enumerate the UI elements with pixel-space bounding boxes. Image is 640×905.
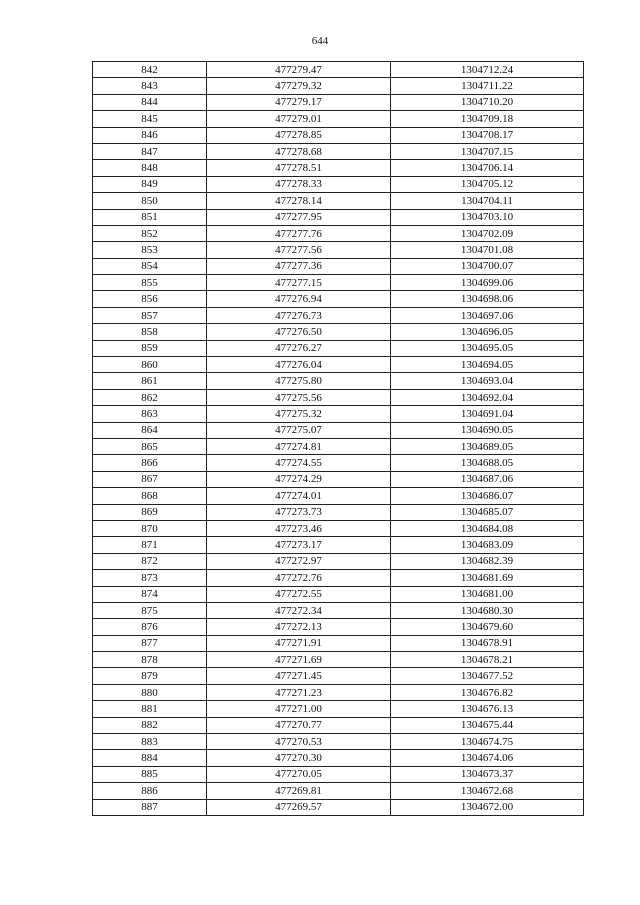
table-row: [93, 373, 584, 389]
y-coordinate-cell: 1304672.68: [391, 783, 584, 799]
point-number-cell: 875: [93, 602, 207, 618]
table-row: [93, 783, 584, 799]
x-coordinate-cell: 477275.07: [207, 422, 391, 438]
y-coordinate-cell: 1304694.05: [391, 357, 584, 373]
x-coordinate-cell: 477278.14: [207, 193, 391, 209]
x-coordinate-cell: 477269.81: [207, 783, 391, 799]
point-number-cell: 876: [93, 619, 207, 635]
table-row: [93, 799, 584, 815]
table-row: [93, 684, 584, 700]
y-coordinate-cell: 1304674.75: [391, 734, 584, 750]
coordinates-table: [92, 61, 584, 816]
y-coordinate-cell: 1304679.60: [391, 619, 584, 635]
x-coordinate-cell: 477274.55: [207, 455, 391, 471]
table-row: [93, 537, 584, 553]
table-row: [93, 455, 584, 471]
y-coordinate-cell: 1304687.06: [391, 471, 584, 487]
x-coordinate-cell: 477276.73: [207, 307, 391, 323]
y-coordinate-cell: 1304702.09: [391, 225, 584, 241]
x-coordinate-cell: 477276.27: [207, 340, 391, 356]
x-coordinate-cell: 477271.91: [207, 635, 391, 651]
y-coordinate-cell: 1304676.82: [391, 684, 584, 700]
table-row: [93, 406, 584, 422]
point-number-cell: 882: [93, 717, 207, 733]
table-row: [93, 340, 584, 356]
point-number-cell: 861: [93, 373, 207, 389]
table-row: [93, 176, 584, 192]
x-coordinate-cell: 477272.34: [207, 602, 391, 618]
x-coordinate-cell: 477275.56: [207, 389, 391, 405]
x-coordinate-cell: 477276.04: [207, 357, 391, 373]
y-coordinate-cell: 1304706.14: [391, 160, 584, 176]
x-coordinate-cell: 477278.33: [207, 176, 391, 192]
x-coordinate-cell: 477279.01: [207, 111, 391, 127]
x-coordinate-cell: 477271.45: [207, 668, 391, 684]
table-row: [93, 111, 584, 127]
table-row: [93, 520, 584, 536]
y-coordinate-cell: 1304707.15: [391, 143, 584, 159]
point-number-cell: 853: [93, 242, 207, 258]
point-number-cell: 880: [93, 684, 207, 700]
point-number-cell: 877: [93, 635, 207, 651]
y-coordinate-cell: 1304678.21: [391, 652, 584, 668]
table-row: [93, 635, 584, 651]
x-coordinate-cell: 477273.73: [207, 504, 391, 520]
point-number-cell: 846: [93, 127, 207, 143]
point-number-cell: 871: [93, 537, 207, 553]
x-coordinate-cell: 477277.15: [207, 275, 391, 291]
x-coordinate-cell: 477278.85: [207, 127, 391, 143]
point-number-cell: 870: [93, 520, 207, 536]
table-row: [93, 291, 584, 307]
x-coordinate-cell: 477279.47: [207, 62, 391, 78]
point-number-cell: 851: [93, 209, 207, 225]
table-row: [93, 652, 584, 668]
table-row: [93, 504, 584, 520]
table-row: [93, 78, 584, 94]
table-row: [93, 488, 584, 504]
point-number-cell: 881: [93, 701, 207, 717]
table-row: [93, 209, 584, 225]
y-coordinate-cell: 1304688.05: [391, 455, 584, 471]
table-row: [93, 242, 584, 258]
x-coordinate-cell: 477274.01: [207, 488, 391, 504]
y-coordinate-cell: 1304709.18: [391, 111, 584, 127]
table-row: [93, 160, 584, 176]
point-number-cell: 852: [93, 225, 207, 241]
x-coordinate-cell: 477271.69: [207, 652, 391, 668]
point-number-cell: 850: [93, 193, 207, 209]
table-row: [93, 586, 584, 602]
table-row: [93, 324, 584, 340]
point-number-cell: 860: [93, 357, 207, 373]
point-number-cell: 869: [93, 504, 207, 520]
point-number-cell: 843: [93, 78, 207, 94]
table-row: [93, 734, 584, 750]
point-number-cell: 845: [93, 111, 207, 127]
table-row: [93, 701, 584, 717]
point-number-cell: 872: [93, 553, 207, 569]
x-coordinate-cell: 477269.57: [207, 799, 391, 815]
y-coordinate-cell: 1304672.00: [391, 799, 584, 815]
y-coordinate-cell: 1304692.04: [391, 389, 584, 405]
x-coordinate-cell: 477277.76: [207, 225, 391, 241]
table-row: [93, 668, 584, 684]
y-coordinate-cell: 1304677.52: [391, 668, 584, 684]
x-coordinate-cell: 477270.77: [207, 717, 391, 733]
x-coordinate-cell: 477272.13: [207, 619, 391, 635]
x-coordinate-cell: 477273.17: [207, 537, 391, 553]
x-coordinate-cell: 477271.00: [207, 701, 391, 717]
point-number-cell: 858: [93, 324, 207, 340]
x-coordinate-cell: 477278.68: [207, 143, 391, 159]
point-number-cell: 868: [93, 488, 207, 504]
y-coordinate-cell: 1304699.06: [391, 275, 584, 291]
point-number-cell: 865: [93, 438, 207, 454]
coordinates-table-body: [93, 62, 584, 816]
y-coordinate-cell: 1304693.04: [391, 373, 584, 389]
x-coordinate-cell: 477275.80: [207, 373, 391, 389]
y-coordinate-cell: 1304691.04: [391, 406, 584, 422]
table-row: [93, 225, 584, 241]
table-row: [93, 750, 584, 766]
point-number-cell: 847: [93, 143, 207, 159]
y-coordinate-cell: 1304710.20: [391, 94, 584, 110]
point-number-cell: 848: [93, 160, 207, 176]
x-coordinate-cell: 477272.76: [207, 570, 391, 586]
y-coordinate-cell: 1304712.24: [391, 62, 584, 78]
y-coordinate-cell: 1304704.11: [391, 193, 584, 209]
point-number-cell: 844: [93, 94, 207, 110]
y-coordinate-cell: 1304696.05: [391, 324, 584, 340]
table-row: [93, 471, 584, 487]
point-number-cell: 878: [93, 652, 207, 668]
table-row: [93, 438, 584, 454]
x-coordinate-cell: 477277.56: [207, 242, 391, 258]
table-row: [93, 127, 584, 143]
point-number-cell: 879: [93, 668, 207, 684]
y-coordinate-cell: 1304682.39: [391, 553, 584, 569]
x-coordinate-cell: 477277.95: [207, 209, 391, 225]
page-number: 644: [311, 35, 329, 47]
table-row: [93, 193, 584, 209]
y-coordinate-cell: 1304684.08: [391, 520, 584, 536]
point-number-cell: 849: [93, 176, 207, 192]
x-coordinate-cell: 477270.53: [207, 734, 391, 750]
point-number-cell: 862: [93, 389, 207, 405]
point-number-cell: 873: [93, 570, 207, 586]
y-coordinate-cell: 1304703.10: [391, 209, 584, 225]
point-number-cell: 854: [93, 258, 207, 274]
table-row: [93, 717, 584, 733]
y-coordinate-cell: 1304683.09: [391, 537, 584, 553]
x-coordinate-cell: 477278.51: [207, 160, 391, 176]
table-row: [93, 422, 584, 438]
y-coordinate-cell: 1304708.17: [391, 127, 584, 143]
y-coordinate-cell: 1304685.07: [391, 504, 584, 520]
table-row: [93, 553, 584, 569]
point-number-cell: 866: [93, 455, 207, 471]
y-coordinate-cell: 1304674.06: [391, 750, 584, 766]
y-coordinate-cell: 1304681.69: [391, 570, 584, 586]
y-coordinate-cell: 1304695.05: [391, 340, 584, 356]
y-coordinate-cell: 1304681.00: [391, 586, 584, 602]
y-coordinate-cell: 1304675.44: [391, 717, 584, 733]
x-coordinate-cell: 477276.94: [207, 291, 391, 307]
y-coordinate-cell: 1304673.37: [391, 766, 584, 782]
table-row: [93, 307, 584, 323]
y-coordinate-cell: 1304676.13: [391, 701, 584, 717]
x-coordinate-cell: 477276.50: [207, 324, 391, 340]
point-number-cell: 884: [93, 750, 207, 766]
x-coordinate-cell: 477274.81: [207, 438, 391, 454]
y-coordinate-cell: 1304705.12: [391, 176, 584, 192]
y-coordinate-cell: 1304700.07: [391, 258, 584, 274]
point-number-cell: 886: [93, 783, 207, 799]
y-coordinate-cell: 1304680.30: [391, 602, 584, 618]
y-coordinate-cell: 1304697.06: [391, 307, 584, 323]
point-number-cell: 887: [93, 799, 207, 815]
x-coordinate-cell: 477273.46: [207, 520, 391, 536]
x-coordinate-cell: 477275.32: [207, 406, 391, 422]
x-coordinate-cell: 477274.29: [207, 471, 391, 487]
y-coordinate-cell: 1304690.05: [391, 422, 584, 438]
table-row: [93, 258, 584, 274]
x-coordinate-cell: 477279.17: [207, 94, 391, 110]
point-number-cell: 842: [93, 62, 207, 78]
table-row: [93, 143, 584, 159]
point-number-cell: 883: [93, 734, 207, 750]
table-row: [93, 275, 584, 291]
x-coordinate-cell: 477270.05: [207, 766, 391, 782]
table-row: [93, 570, 584, 586]
point-number-cell: 857: [93, 307, 207, 323]
y-coordinate-cell: 1304678.91: [391, 635, 584, 651]
point-number-cell: 874: [93, 586, 207, 602]
x-coordinate-cell: 477279.32: [207, 78, 391, 94]
table-row: [93, 357, 584, 373]
table-row: [93, 619, 584, 635]
x-coordinate-cell: 477272.55: [207, 586, 391, 602]
point-number-cell: 859: [93, 340, 207, 356]
point-number-cell: 885: [93, 766, 207, 782]
x-coordinate-cell: 477271.23: [207, 684, 391, 700]
y-coordinate-cell: 1304701.08: [391, 242, 584, 258]
table-row: [93, 62, 584, 78]
point-number-cell: 863: [93, 406, 207, 422]
y-coordinate-cell: 1304689.05: [391, 438, 584, 454]
table-row: [93, 602, 584, 618]
y-coordinate-cell: 1304698.06: [391, 291, 584, 307]
table-row: [93, 389, 584, 405]
point-number-cell: 864: [93, 422, 207, 438]
y-coordinate-cell: 1304686.07: [391, 488, 584, 504]
x-coordinate-cell: 477277.36: [207, 258, 391, 274]
point-number-cell: 867: [93, 471, 207, 487]
point-number-cell: 855: [93, 275, 207, 291]
table-row: [93, 766, 584, 782]
table-row: [93, 94, 584, 110]
point-number-cell: 856: [93, 291, 207, 307]
x-coordinate-cell: 477272.97: [207, 553, 391, 569]
y-coordinate-cell: 1304711.22: [391, 78, 584, 94]
x-coordinate-cell: 477270.30: [207, 750, 391, 766]
